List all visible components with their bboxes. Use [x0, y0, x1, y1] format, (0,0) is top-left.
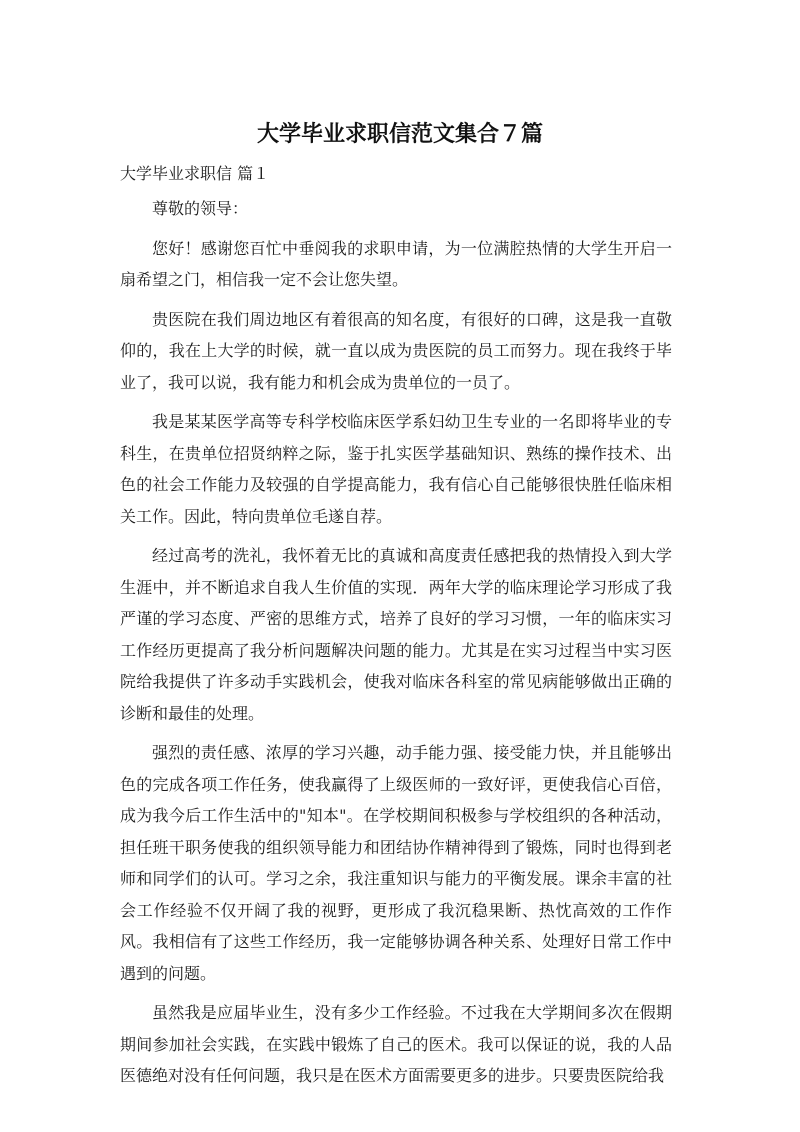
paragraph: 经过高考的洗礼，我怀着无比的真诚和高度责任感把我的热情投入到大学生涯中，并不断追求自我人生价值的实现．两年大学的临床理论学习形成了我严谨的学习态度、严密的思维方式，培养了良好的学习习惯，一年的临床实习工作经历更提高了我分析问题解决问题的能力。尤其是在实习过程当中实习医院给我提供了许多动手实践机会，使我对临床各科室的常见病能够做出正确的诊断和最佳的处理。 [120, 546, 672, 723]
letter-body [120, 193, 672, 1092]
section-heading: 大学毕业求职信 篇１ [120, 164, 270, 183]
paragraph: 您好！感谢您百忙中垂阅我的求职申请，为一位满腔热情的大学生开启一扇希望之门，相信我一定不会让您失望。 [120, 238, 672, 289]
salutation: 尊敬的领导： [152, 199, 249, 218]
paragraph: 强烈的责任感、浓厚的学习兴趣，动手能力强、接受能力快，并且能够出色的完成各项工作任务，使我赢得了上级医师的一致好评，更使我信心百倍，成为我今后工作生活中的"知本"。在学校期间积极参与学校组织的各种活动，担任班干职务使我的组织领导能力和团结协作精神得到了锻炼，同时也得到老师和同学们的认可。学习之余，我注重知识与能力的平衡发展。课余丰富的社会工作经验不仅开阔了我的视野，更形成了我沉稳果断、热忱高效的工作作风。我相信有了这些工作经历，我一定能够协调各种关系、处理好日常工作中遇到的问题。 [120, 743, 672, 983]
paragraph: 虽然我是应届毕业生，没有多少工作经验。不过我在大学期间多次在假期期间参加社会实践，在实践中锻炼了自己的医术。我可以保证的说，我的人品医德绝对没有任何问题，我只是在医术方面需要更多的进步。只要贵医院给我 [120, 1003, 672, 1085]
paragraph: 贵医院在我们周边地区有着很高的知名度，有很好的口碑，这是我一直敬仰的，我在上大学的时候，就一直以成为贵医院的员工而努力。现在我终于毕业了，我可以说，我有能力和机会成为贵单位的一员了。 [120, 309, 672, 392]
paragraph: 我是某某医学高等专科学校临床医学系妇幼卫生专业的一名即将毕业的专科生，在贵单位招贤纳粹之际，鉴于扎实医学基础知识、熟练的操作技术、出色的社会工作能力及较强的自学提高能力，我有信心自己能够很快胜任临床相关工作。因此，特向贵单位毛遂自荐。 [120, 412, 672, 526]
document-title: 大学毕业求职信范文集合７篇 [256, 122, 543, 147]
